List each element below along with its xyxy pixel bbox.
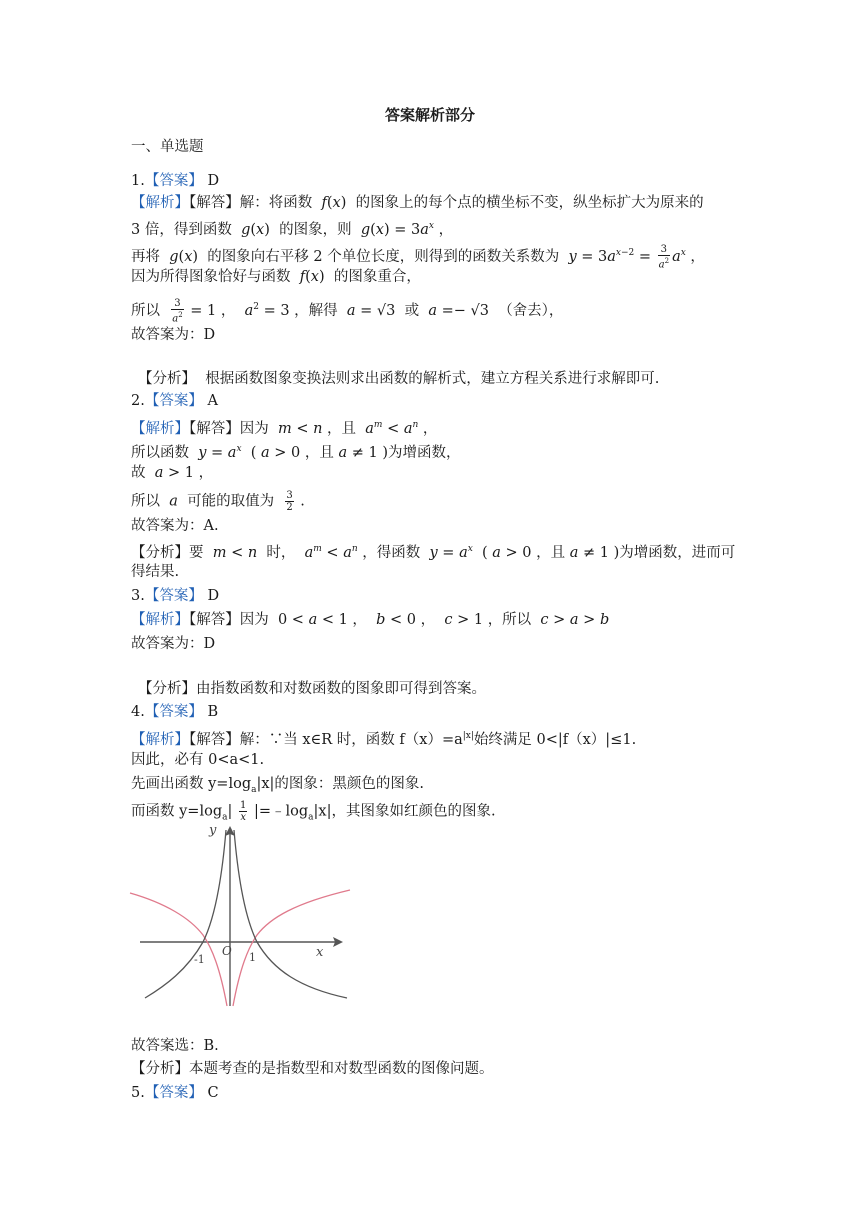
tick-label-pos: 1 [249,951,256,964]
q5-answer: C [207,1085,219,1101]
q4-conclusion: 故答案选：B. [131,1038,219,1054]
y-axis-label: y [209,823,217,838]
q4-answer-line: 4.【答案】 B [131,704,219,720]
q4-line-4: 而函数 $y=\log_a|$ $\frac{1}{x}$ $|=﹣\log_a|x|$，其图象如红颜色的图象. [131,800,496,823]
origin-label: O [222,944,232,958]
q2-number: 2. [131,393,145,409]
q1-jieda-tag: 【解答】 [189,195,240,211]
q1-answer-tag: 【答案】 [144,173,203,189]
function-graph [125,818,355,1008]
q2-line-3: 故 a > 1 ， [131,465,214,481]
q5-answer-line: 5.【答案】 C [131,1085,219,1101]
q3-number: 3. [131,588,145,604]
q3-answer: D [207,588,220,604]
q2-analysis-1: 【分析】要 m < n 时， $a^m < a^n$ ，得函数 $y = a^x$ ( a > 0 ，且 a ≠ 1 )为增函数，进而可 [131,544,736,561]
black-curve-left [145,830,226,998]
q1-line-3: 再将 g(x) 的图象向右平移 2 个单位长度，则得到的函数关系数为 $y = 3a^{x-2}$ = $\frac{3}{a^2}$ $a^x$ ， [131,243,705,270]
q1-answer: D [207,173,220,189]
q4-analysis: 【分析】本题考查的是指数型和对数型函数的图像问题。 [131,1061,494,1077]
q2-line-2: 所以函数 $y = a^x$ ( a > 0 ，且 a ≠ 1 )为增函数， [131,444,461,461]
q1-line-1: 【解析】【解答】解：将函数 f(x) 的图象上的每个点的横坐标不变，纵坐标扩大为原来的 [131,195,704,211]
page-title: 答案解析部分 [384,106,475,124]
black-curve-right [234,830,347,998]
q1-analysis: 【分析】 根据函数图象变换法则求出函数的解析式，建立方程关系进行求解即可. [138,371,660,387]
q1-line-5: 所以 $\frac{3}{a^2}$ = 1 ， $a^2 = 3$ ，解得 a = √3 或 a =− √3 （舍去）， [131,297,564,324]
q2-answer: A [207,393,218,409]
q4-line-2: 因此，必有 0<a<1. [131,752,265,768]
q4-line-1: 【解析】【解答】解：∵当 x∈R 时，函数 $f(x)=a^{|x|}$始终满足 0<|f（x）|≤1. [131,731,637,748]
q3-line-1: 【解析】【解答】因为 0 < a < 1 ， b < 0 ， c > 1 ，所以 c > a > b [131,612,610,628]
q4-line-3: 先画出函数 $y=\log_a|x|$的图象：黑颜色的图象. [131,776,425,795]
q4-number: 4. [131,704,145,720]
x-axis-label: x [316,945,324,960]
q2-line-4: 所以 a 可能的取值为 $\frac{3}{2}$ . [131,490,305,513]
q3-analysis: 【分析】由指数函数和对数函数的图象即可得到答案。 [138,681,486,697]
q2-conclusion: 故答案为：A. [131,518,219,534]
q2-answer-line: 2.【答案】 A [131,393,218,409]
q3-answer-line: 3.【答案】 D [131,588,220,604]
q3-conclusion: 故答案为：D [131,636,216,652]
q2-line-1: 【解析】【解答】因为 m < n ，且 $a^m < a^n$ ， [131,420,438,437]
section-heading: 一、单选题 [131,139,204,155]
q1-answer-line [131,171,219,191]
q1-line-4: 因为所得图象恰好与函数 f(x) 的图象重合， [131,269,421,285]
red-curve-right [233,890,350,1006]
q2-analysis-2: 得结果. [131,564,180,580]
red-curve-left [130,893,227,1006]
q1-jiexi-tag: 【解析】 [131,195,189,211]
tick-label-neg: -1 [194,953,205,966]
q1-conclusion: 故答案为：D [131,327,216,343]
q4-answer: B [207,704,219,720]
q5-number: 5. [131,1085,145,1101]
q1-line-2: 3 倍，得到函数 g(x) 的图象，则 $g(x) = 3a^x$ ， [131,221,454,238]
q1-number: 1. [131,173,145,189]
